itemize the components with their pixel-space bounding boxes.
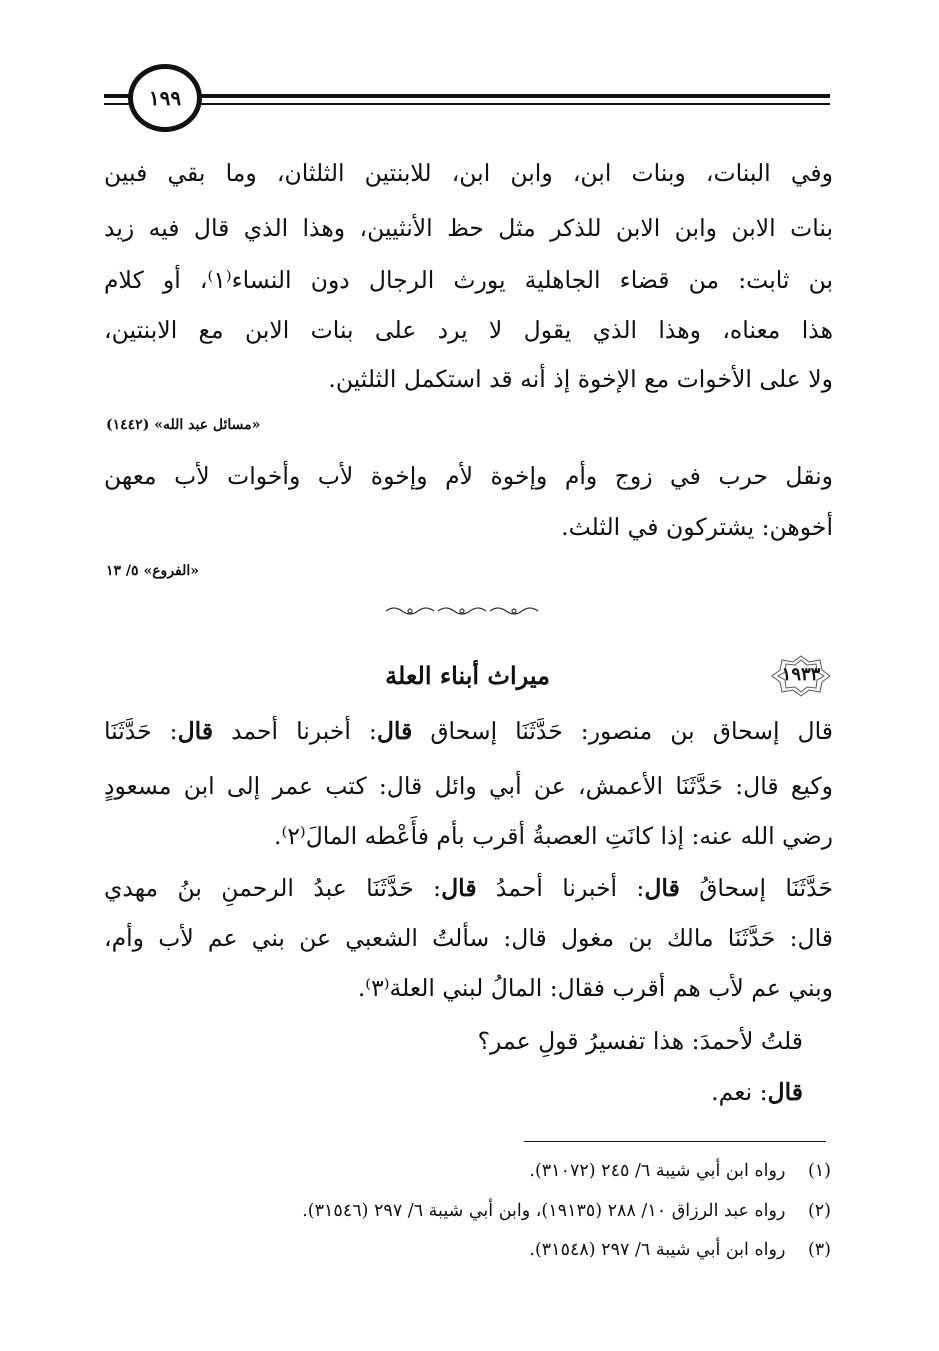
chapter-number: ١٩٣٣ xyxy=(781,664,821,685)
para3-line-2: وكيع قال: حَدَّثَنَا الأعمش، عن أبي وائل قال: كتب عمر إلى ابن مسعودٍ xyxy=(104,772,833,800)
question-line: قلتُ لأحمدَ: هذا تفسيرُ قولِ عمر؟ xyxy=(477,1027,803,1055)
para4-line-2: قال: حَدَّثَنَا مالك بن مغول قال: سألتُ الشعبي عن بني عم لأب وأم، xyxy=(104,924,833,952)
footnote-divider xyxy=(524,1141,826,1142)
para4-line-3: وبني عم لأب هم أقرب فقال: المالُ لبني العلة⁽٣⁾. xyxy=(357,974,833,1002)
header-rule xyxy=(104,94,830,105)
para2-line-2: أخوهن: يشتركون في الثلث. xyxy=(561,513,833,541)
source-citation-1: «مسائل عبد الله» (١٤٤٢) xyxy=(106,417,261,433)
footnote-3: (٣) رواه ابن أبي شيبة ٦/ ٢٩٧ (٣١٥٤٨). xyxy=(529,1240,831,1260)
answer-line: قال: نعم. xyxy=(711,1078,803,1106)
chapter-title: ميراث أبناء العلة xyxy=(385,661,550,690)
footnote-1: (١) رواه ابن أبي شيبة ٦/ ٢٤٥ (٣١٠٧٢). xyxy=(529,1161,831,1181)
page-number-badge xyxy=(128,64,202,132)
para4-line-1: حَدَّثَنَا إسحاقُ قال: أخبرنا أحمدُ قال: حَدَّثَنَا عبدُ الرحمنِ بنُ مهدي xyxy=(104,874,833,902)
footnote-2: (٢) رواه عبد الرزاق ١٠/ ٢٨٨ (١٩١٣٥)، وابن أبي شيبة ٦/ ٢٩٧ (٣١٥٤٦). xyxy=(302,1201,831,1221)
para1-line-2: بنات الابن وابن الابن للذكر مثل حظ الأنثيين، وهذا الذي قال فيه زيد xyxy=(104,214,833,242)
para1-line-1: وفي البنات، وبنات ابن، وابن ابن، للابنتين الثلثان، وما بقي فبين xyxy=(104,159,833,187)
para3-line-3: رضي الله عنه: إذا كانَتِ العصبةُ أقرب بأم فأَعْطه المالَ⁽٢⁾. xyxy=(274,822,833,850)
page-number: ١٩٩ xyxy=(148,86,182,110)
para3-line-1: قال إسحاق بن منصور: حَدَّثَنَا إسحاق قال: أخبرنا أحمد قال: حَدَّثَنَا xyxy=(104,717,833,745)
para2-line-1: ونقل حرب في زوج وأم وإخوة لأم وإخوة لأب وأخوات لأب معهن xyxy=(104,462,833,490)
ornament-divider-icon xyxy=(384,604,540,618)
source-citation-2: «الفروع» ٥/ ١٣ xyxy=(106,563,200,579)
para1-line-5: ولا على الأخوات مع الإخوة إذ أنه قد استكمل الثلثين. xyxy=(328,365,833,393)
para1-line-3: بن ثابت: من قضاء الجاهلية يورث الرجال دون النساء⁽١⁾، أو كلام xyxy=(104,266,833,294)
para1-line-4: هذا معناه، وهذا الذي يقول لا يرد على بنات الابن مع الابنتين، xyxy=(104,316,833,344)
